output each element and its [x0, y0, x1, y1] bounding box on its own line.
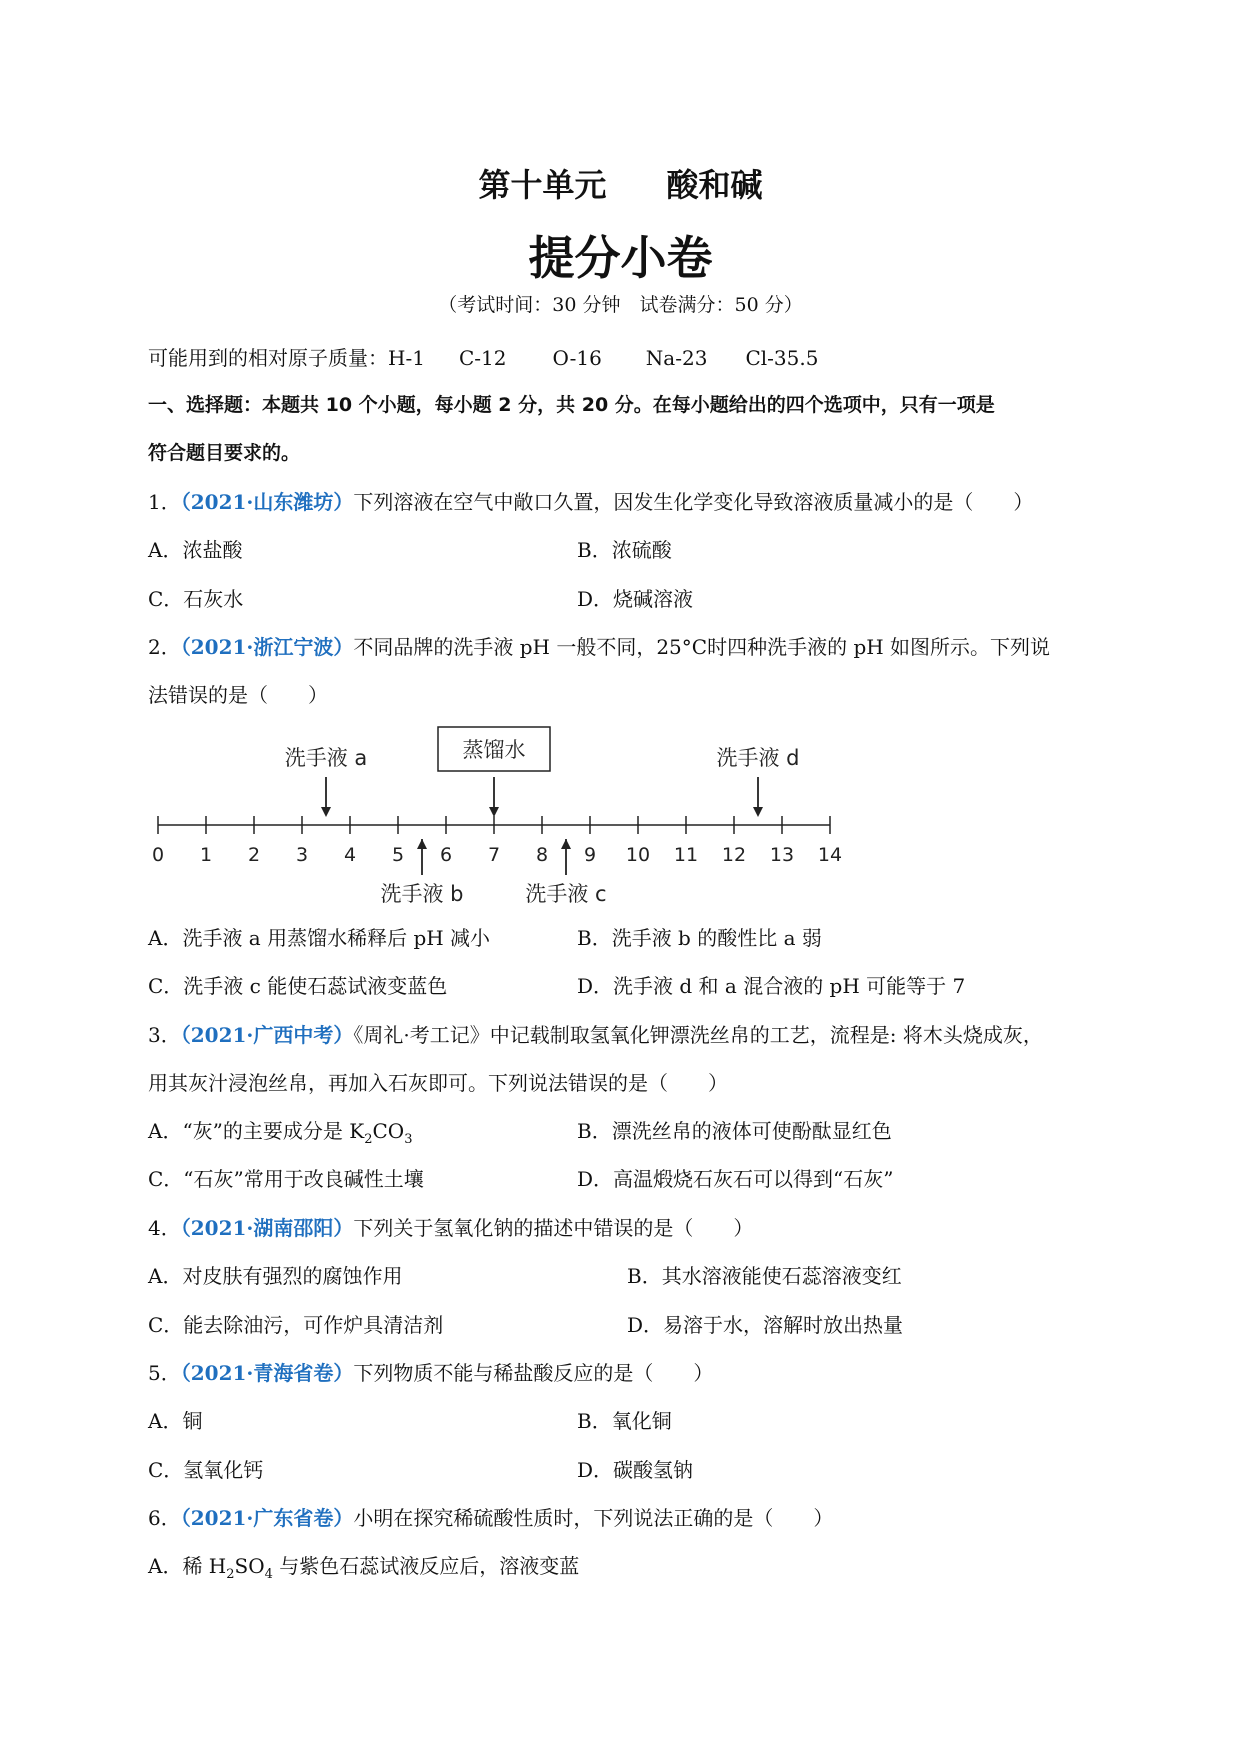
- q1-option-c: C．石灰水: [148, 587, 244, 611]
- question-4: [148, 1212, 753, 1241]
- q1-option-b: B．浓硫酸: [577, 538, 672, 562]
- question-number: 3．: [148, 1023, 181, 1047]
- tick-label: 13: [769, 844, 795, 866]
- page-title: 提分小卷: [528, 231, 713, 285]
- marker-arrow-head: [753, 807, 763, 817]
- question-number: 1．: [148, 490, 181, 514]
- marker-label: 蒸馏水: [462, 738, 526, 762]
- question-3-cont: 用其灰汁浸泡丝帛，再加入石灰即可。下列说法错误的是（ ）: [148, 1071, 728, 1095]
- question-number: 2．: [148, 635, 181, 659]
- q2-option-d: D．洗手液 d 和 a 混合液的 pH 可能等于 7: [577, 974, 966, 998]
- formula-part: CO: [372, 1119, 405, 1143]
- section-heading-cont: 符合题目要求的。: [148, 442, 301, 464]
- topic-label: 酸和碱: [666, 166, 763, 204]
- subscript: 2: [364, 1132, 373, 1147]
- tick-label: 0: [151, 844, 165, 866]
- question-3: [148, 1019, 1043, 1048]
- q5-option-d: D．碳酸氢钠: [577, 1458, 694, 1482]
- q5-option-a: A．铜: [148, 1409, 203, 1433]
- marker-label: 洗手液 a: [284, 746, 368, 770]
- subscript: 4: [264, 1567, 273, 1582]
- question-source: （2021·广东省卷）: [180, 1506, 354, 1530]
- formula-part: A．稀 H: [148, 1554, 227, 1578]
- q1-option-a: A．浓盐酸: [148, 538, 243, 562]
- marker-arrow-head: [321, 807, 331, 817]
- tick-label: 7: [487, 844, 501, 866]
- q5-option-b: B．氧化铜: [577, 1409, 672, 1433]
- question-source: （2021·广西中考）: [180, 1023, 354, 1047]
- question-source: （2021·湖南邵阳）: [180, 1216, 354, 1240]
- atomic-mass-na: Na-23: [645, 346, 708, 370]
- marker-arrow-head: [417, 839, 427, 849]
- question-2: [148, 631, 1050, 660]
- atomic-mass-label: 可能用到的相对原子质量：: [148, 346, 388, 370]
- question-source: （2021·青海省卷）: [180, 1361, 354, 1385]
- tick-label: 6: [439, 844, 453, 866]
- question-text: 《周礼·考工记》中记载制取氢氧化钾漂洗丝帛的工艺，流程是: 将木头烧成灰，: [353, 1023, 1043, 1047]
- tick-label: 3: [295, 844, 309, 866]
- q4-option-a: A．对皮肤有强烈的腐蚀作用: [148, 1264, 403, 1288]
- q2-option-b: B．洗手液 b 的酸性比 a 弱: [577, 926, 822, 950]
- ph-number-line: [140, 715, 860, 905]
- question-source: （2021·浙江宁波）: [180, 635, 354, 659]
- section-heading: 一、选择题：本题共 10 个小题，每小题 2 分，共 20 分。在每小题给出的四个选项中，只有一项是: [148, 394, 995, 416]
- tick-label: 4: [343, 844, 357, 866]
- tick-label: 5: [391, 844, 405, 866]
- question-text: 小明在探究稀硫酸性质时，下列说法正确的是（ ）: [353, 1506, 834, 1530]
- q4-option-d: D．易溶于水，溶解时放出热量: [627, 1313, 904, 1337]
- unit-label: 第十单元: [478, 166, 607, 204]
- q2-option-c: C．洗手液 c 能使石蕊试液变蓝色: [148, 974, 448, 998]
- q1-option-d: D．烧碱溶液: [577, 587, 694, 611]
- tick-label: 9: [583, 844, 597, 866]
- q3-option-b: B．漂洗丝帛的液体可使酚酞显红色: [577, 1119, 892, 1143]
- question-text: 下列溶液在空气中敞口久置，因发生化学变化导致溶液质量减小的是（ ）: [353, 490, 1034, 514]
- q6-option-a: [148, 1550, 579, 1582]
- marker-label: 洗手液 b: [380, 882, 464, 905]
- question-2-cont: 法错误的是（ ）: [148, 683, 328, 707]
- question-5: [148, 1357, 713, 1386]
- marker-arrow-head: [561, 839, 571, 849]
- tick-label: 10: [625, 844, 651, 866]
- q3-option-d: D．高温煅烧石灰石可以得到“石灰”: [577, 1167, 894, 1191]
- question-number: 5．: [148, 1361, 181, 1385]
- marker-label: 洗手液 c: [525, 882, 607, 905]
- exam-info: （考试时间：30 分钟 试卷满分：50 分）: [438, 294, 803, 316]
- q3-option-a-text: A．“灰”的主要成分是 K: [148, 1119, 365, 1143]
- formula-part: SO: [234, 1554, 265, 1578]
- subscript: 3: [404, 1132, 413, 1147]
- tick-label: 14: [817, 844, 843, 866]
- tick-label: 11: [673, 844, 699, 866]
- subscript: 2: [226, 1567, 235, 1582]
- question-text: 不同品牌的洗手液 pH 一般不同，25°C时四种洗手液的 pH 如图所示。下列说: [353, 635, 1051, 659]
- q3-option-a: [148, 1115, 412, 1147]
- atomic-mass-h: H-1: [388, 346, 425, 370]
- unit-title: [0, 160, 1241, 206]
- question-number: 6．: [148, 1506, 181, 1530]
- atomic-mass-c: C-12: [458, 346, 507, 370]
- q4-option-c: C．能去除油污，可作炉具清洁剂: [148, 1313, 444, 1337]
- question-source: （2021·山东潍坊）: [180, 490, 354, 514]
- question-text: 下列关于氢氧化钠的描述中错误的是（ ）: [353, 1216, 754, 1240]
- question-6: [148, 1502, 833, 1531]
- q6-option-a-text: 与紫色石蕊试液反应后，溶液变蓝: [272, 1554, 580, 1578]
- tick-label: 1: [199, 844, 213, 866]
- tick-label: 2: [247, 844, 261, 866]
- tick-label: 12: [721, 844, 747, 866]
- question-1: [148, 486, 1033, 515]
- marker-label: 洗手液 d: [716, 746, 800, 770]
- question-text: 下列物质不能与稀盐酸反应的是（ ）: [353, 1361, 714, 1385]
- tick-label: 8: [535, 844, 549, 866]
- question-number: 4．: [148, 1216, 181, 1240]
- atomic-mass-o: O-16: [552, 346, 602, 370]
- q4-option-b: B．其水溶液能使石蕊溶液变红: [627, 1264, 902, 1288]
- q3-option-c: C．“石灰”常用于改良碱性土壤: [148, 1167, 424, 1191]
- marker-arrow-head: [489, 807, 499, 817]
- q2-option-a: A．洗手液 a 用蒸馏水稀释后 pH 减小: [148, 926, 491, 950]
- atomic-mass-line: [148, 342, 818, 371]
- atomic-mass-cl: Cl-35.5: [745, 346, 819, 370]
- q5-option-c: C．氢氧化钙: [148, 1458, 264, 1482]
